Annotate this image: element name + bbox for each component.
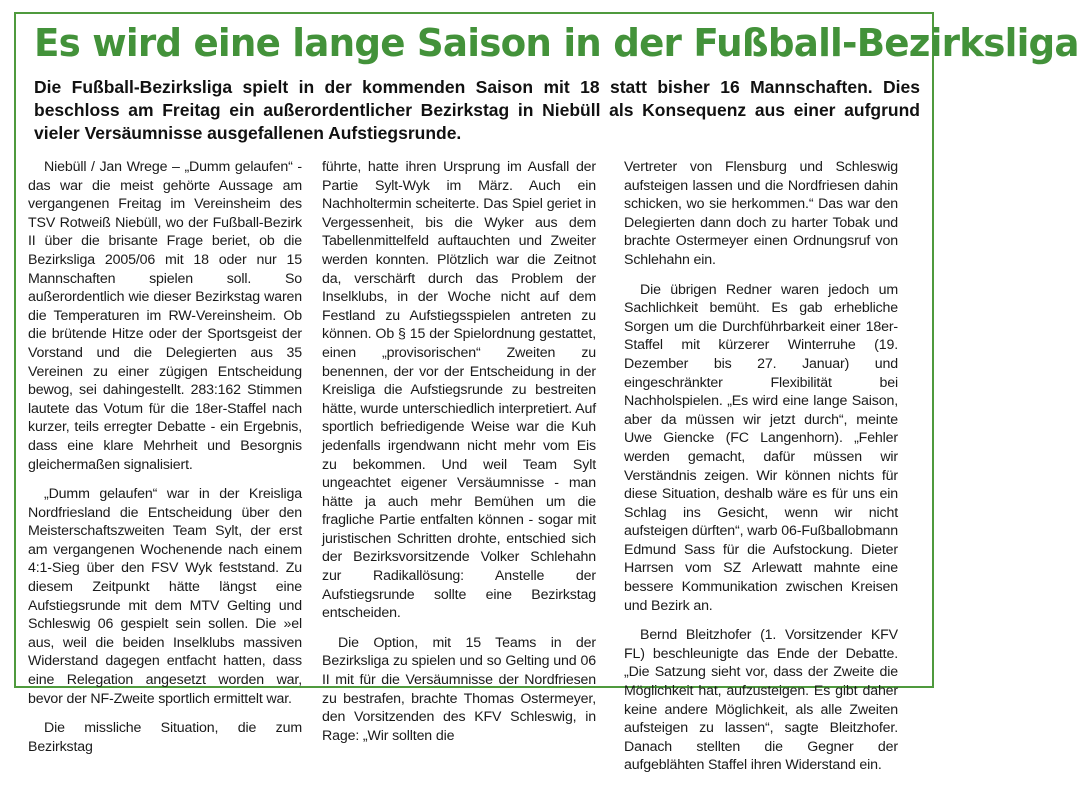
- lead-paragraph: Die Fußball-Bezirksliga spielt in der kommenden Saison mit 18 statt bisher 16 Mannschaften. Dies beschloss am Freitag ein außerordentlicher Bezirkstag in Niebüll als Konsequenz aus einer aufgrund vieler Versäumnisse ausgefallenen Aufstiegsrunde.: [34, 77, 920, 143]
- body-paragraph: Niebüll / Jan Wrege – „Dumm gelaufen“ - das war die meist gehörte Aussage am vergangenen Freitag im Vereinsheim des TSV Rotweiß Niebüll, wo der Fußball-Bezirk II über die brisante Frage beriet, ob die Bezirksliga 2005/06 mit 18 oder nur 15 Mannschaften spielen soll. So außerordentlich wie dieser Bezirkstag waren die Temperaturen im RW-Vereinsheim. Ob die brütende Hitze oder der Sportsgeist der Vorstand und die Delegierten aus 35 Vereinen zu einer zügigen Entscheidung bewog, sei dahingestellt. 283:162 Stimmen lautete das Votum für die 18er-Staffel nach kurzer, teils erregter Debatte - ein Ergebnis, dass eine klare Mehrheit und Besorgnis gleichermaßen signalisiert.: [28, 159, 302, 473]
- body-paragraph: Die missliche Situation, die zum Bezirkstag: [28, 720, 302, 755]
- article-column-3: [624, 158, 898, 786]
- body-paragraph: „Dumm gelaufen“ war in der Kreisliga Nordfriesland die Entscheidung über den Meisterschaftszweiten Team Sylt, der erst am vergangenen Wochenende nach einem 4:1-Sieg über den FSV Wyk feststand. Zu diesem Zeitpunkt hätte längst eine Aufstiegsrunde mit dem MTV Gelting und Schleswig 06 gespielt sein sollen. Die »el aus, weil die beiden Inselklubs massiven Widerstand dagegen entfacht hatten, dass eine Relegation angesetzt worden war, bevor der NF-Zweite sportlich ermittelt war.: [28, 486, 302, 707]
- body-paragraph: Bernd Bleitzhofer (1. Vorsitzender KFV FL) beschleunigte das Ende der Debatte. „Die Satzung sieht vor, dass der Zweite die Möglichkeit hat, aufzusteigen. Es gibt daher keine andere Möglichkeit, als alle Zweiten aufsteigen zu lassen“, sagte Bleitzhofer. Danach stellten die Gegner der aufgeblähten Staffel ihren Widerstand ein.: [624, 627, 898, 774]
- body-paragraph: führte, hatte ihren Ursprung im Ausfall der Partie Sylt-Wyk im März. Auch ein Nachholtermin scheiterte. Das Spiel geriet in Vergessenheit, bis die Wyker aus dem Tabellenmittelfeld auftauchten und Zweiter werden konnten. Plötzlich war die Zeitnot da, verschärft durch das Problem der Inselklubs, in der Woche nicht auf dem Festland zu Aufstiegsspielen antreten zu können. Ob § 15 der Spielordnung gestattet, einen „provisorischen“ Zweiten zu benennen, der vor der Entscheidung in der Kreisliga die Aufstiegsrunde zu bestreiten hätte, wurde unterschiedlich interpretiert. Auf sportlich befriedigende Weise war die Kuh jedenfalls irgendwann nicht mehr vom Eis zu bekommen. Und weil Team Sylt ungeachtet eigener Versäumnisse - man hätte ja auch mehr Bemühen um die fragliche Partie entfalten können - sogar mit juristischen Schritten drohte, entschied sich der Bezirksvorsitzende Volker Schlehahn zur Radikallösung: Anstelle der Aufstiegsrunde sollte eine Bezirkstag entscheiden.: [322, 159, 596, 622]
- article-column-2: [322, 158, 596, 756]
- body-paragraph: Die übrigen Redner waren jedoch um Sachlichkeit bemüht. Es gab erhebliche Sorgen um die Durchführbarkeit einer 18er-Staffel mit kürzerer Winterruhe (19. Dezember bis 27. Januar) und eingeschränkter Flexibilität bei Nachholspielen. „Es wird eine lange Saison, aber da müssen wir jetzt durch“, meinte Uwe Giencke (FC Langenhorn). „Fehler werden gemacht, dafür müssen wir Verständnis zeigen. Wir können nichts für diese Situation, deshalb wäre es für uns ein Schlag ins Gesicht, wenn wir nicht aufsteigen dürften“, warb 06-Fußballobmann Edmund Sass für die Aufstockung. Dieter Harrsen vom SZ Arlewatt mahnte eine bessere Kommunikation zwischen Kreisen und Bezirk an.: [624, 281, 898, 614]
- body-paragraph: Die Option, mit 15 Teams in der Bezirksliga zu spielen und so Gelting und 06 II mit für die Versäumnisse der Nordfriesen zu bestrafen, brachte Thomas Ostermeyer, den Vorsitzenden des KFV Schleswig, in Rage: „Wir sollten die: [322, 634, 596, 744]
- headline: Es wird eine lange Saison in der Fußball-Bezirksliga: [34, 21, 1079, 65]
- article-column-1: [28, 158, 302, 767]
- body-paragraph: Vertreter von Flensburg und Schleswig aufsteigen lassen und die Nordfriesen dahin schicken, wo sie herkommen.“ Das war den Delegierten dann doch zu harter Tobak und brachte Ostermeyer einen Ordnungsruf von Schlehahn ein.: [624, 159, 898, 268]
